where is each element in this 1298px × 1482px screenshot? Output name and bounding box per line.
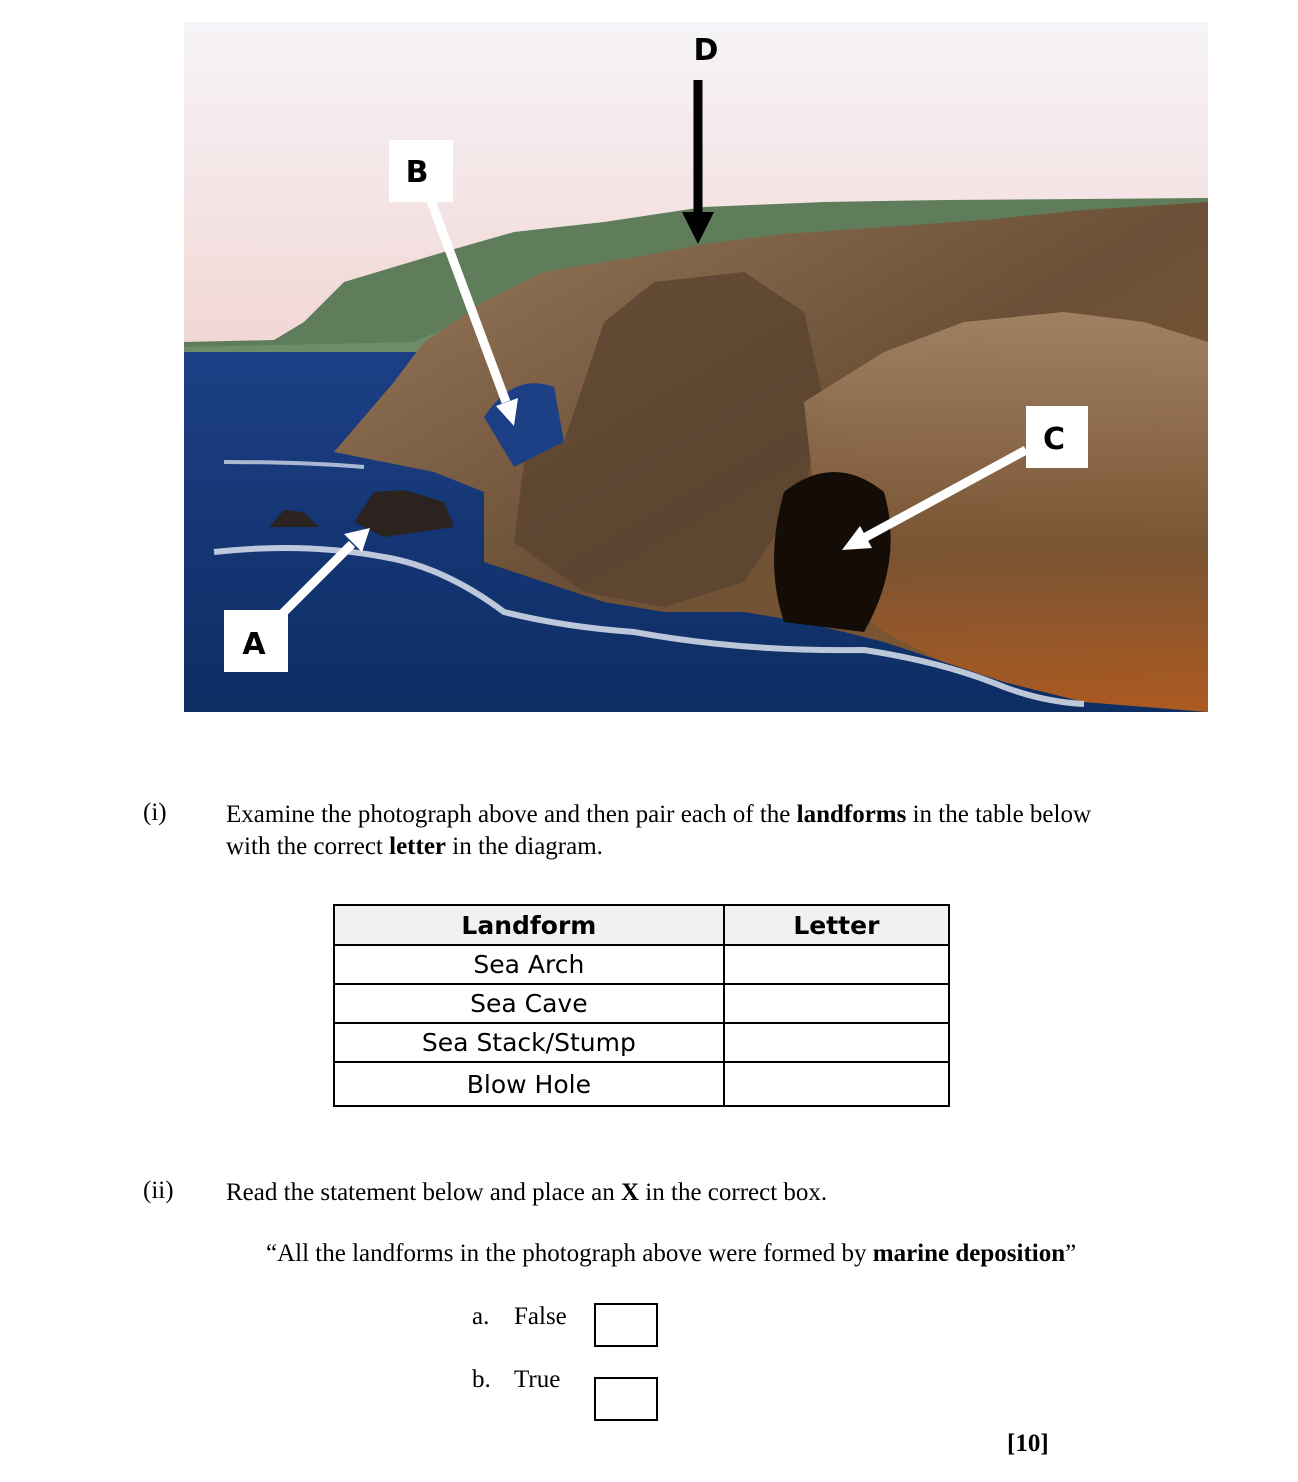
landform-cell: Sea Stack/Stump bbox=[334, 1023, 724, 1062]
header-landform: Landform bbox=[334, 905, 724, 945]
q1-text-part: Examine the photograph above and then pair each of the bbox=[226, 801, 797, 828]
coastal-landforms-photo bbox=[184, 22, 1208, 712]
table-row bbox=[334, 1023, 949, 1062]
landform-table bbox=[333, 904, 950, 1107]
letter-answer-cell[interactable] bbox=[724, 984, 949, 1023]
q1-text-part: with the correct bbox=[226, 833, 390, 860]
option-false bbox=[472, 1303, 567, 1331]
label-c: C bbox=[1042, 422, 1066, 457]
label-a: A bbox=[242, 627, 266, 662]
landform-cell: Blow Hole bbox=[334, 1062, 724, 1106]
marks-total: [10] bbox=[1007, 1430, 1049, 1457]
option-letter: a. bbox=[472, 1303, 490, 1330]
statement-quote bbox=[266, 1240, 1076, 1268]
table-header-row bbox=[334, 905, 949, 945]
question-i-number: (i) bbox=[143, 799, 167, 826]
quote-part: “All the landforms in the photograph above were formed by bbox=[266, 1240, 873, 1267]
quote-part: ” bbox=[1065, 1240, 1077, 1267]
q2-text-part: Read the statement below and place an bbox=[226, 1179, 621, 1206]
table-row bbox=[334, 984, 949, 1023]
landform-cell: Sea Cave bbox=[334, 984, 724, 1023]
letter-answer-cell[interactable] bbox=[724, 1023, 949, 1062]
q1-text-part: in the table below bbox=[906, 801, 1092, 828]
letter-answer-cell[interactable] bbox=[724, 945, 949, 984]
table-row bbox=[334, 945, 949, 984]
true-answer-box[interactable] bbox=[594, 1377, 658, 1421]
option-label: False bbox=[514, 1303, 567, 1330]
quote-bold: marine deposition bbox=[872, 1240, 1066, 1267]
q2-text-part: in the correct box. bbox=[639, 1179, 828, 1206]
question-ii-text bbox=[226, 1177, 827, 1209]
q2-bold-x: X bbox=[620, 1179, 640, 1206]
header-letter: Letter bbox=[724, 905, 949, 945]
option-letter: b. bbox=[472, 1366, 491, 1393]
letter-answer-cell[interactable] bbox=[724, 1062, 949, 1106]
false-answer-box[interactable] bbox=[594, 1303, 658, 1347]
option-true bbox=[472, 1366, 560, 1394]
question-ii-number: (ii) bbox=[143, 1177, 174, 1204]
table-row bbox=[334, 1062, 949, 1106]
option-label: True bbox=[514, 1366, 561, 1393]
label-d: D bbox=[693, 33, 719, 68]
question-i-text bbox=[226, 799, 1206, 863]
landform-cell: Sea Arch bbox=[334, 945, 724, 984]
q1-bold-landforms: landforms bbox=[796, 801, 907, 828]
q1-bold-letter: letter bbox=[389, 833, 447, 860]
q1-text-part: in the diagram. bbox=[446, 833, 603, 860]
label-b: B bbox=[405, 155, 429, 190]
